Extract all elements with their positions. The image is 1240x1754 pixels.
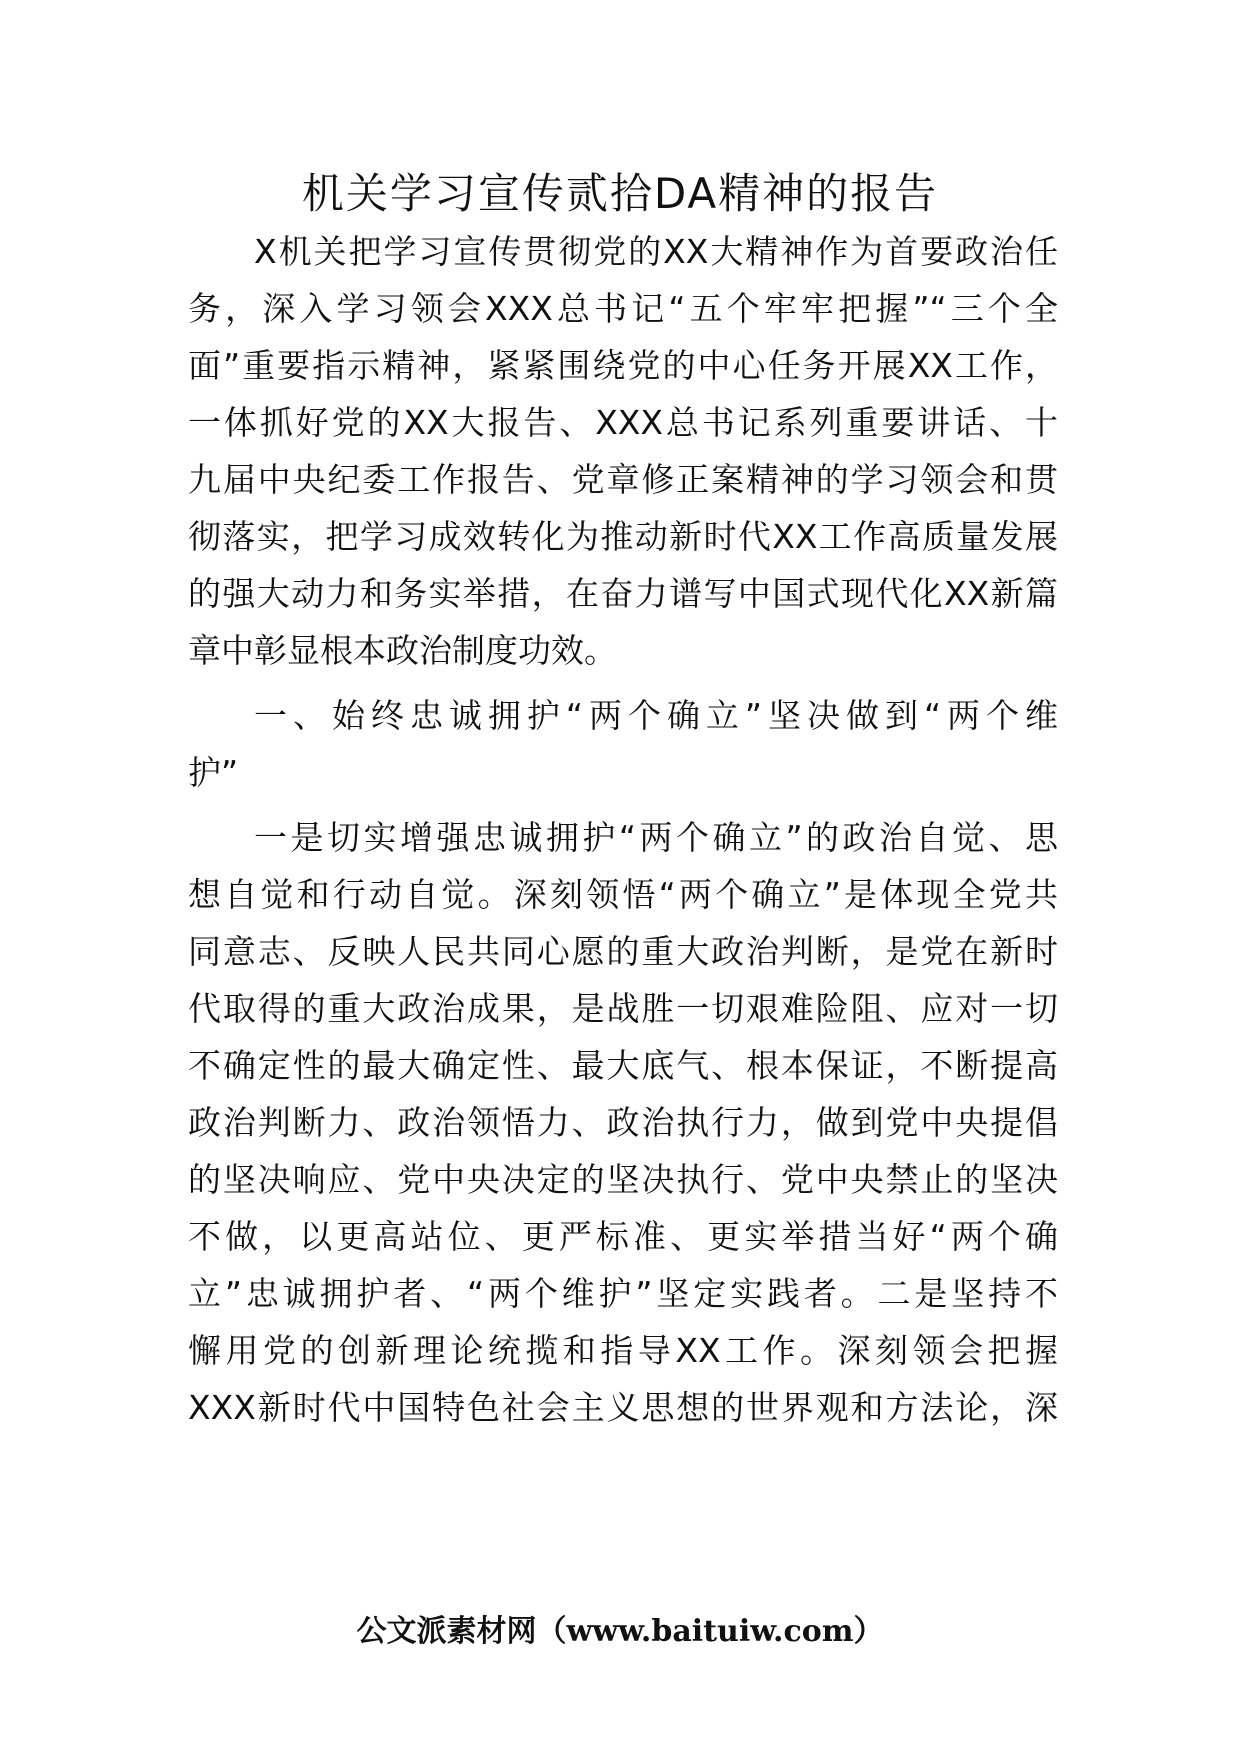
footer-watermark: 公文派素材网（www.baituiw.com） — [356, 1614, 884, 1649]
paragraph-line: XXX新时代中国特色社会主义思想的世界观和方法论，深 — [188, 1388, 1058, 1427]
paragraph-line: 的强大动力和务实举措，在奋力谱写中国式现代化XX新篇 — [188, 574, 1058, 613]
paragraph-line: 章中彰显根本政治制度功效。 — [188, 631, 617, 670]
paragraph-line: 九届中央纪委工作报告、党章修正案精神的学习领会和贯 — [188, 460, 1058, 499]
section-heading-line: 护” — [188, 753, 239, 792]
paragraph-line: 代取得的重大政治成果，是战胜一切艰难险阻、应对一切 — [188, 989, 1058, 1028]
paragraph-line: 面”重要指示精神，紧紧围绕党的中心任务开展XX工作， — [188, 346, 1058, 385]
paragraph-line: 的坚决响应、党中央决定的坚决执行、党中央禁止的坚决 — [188, 1160, 1058, 1199]
paragraph-line: 不做，以更高站位、更严标准、更实举措当好“两个确 — [188, 1217, 1058, 1256]
document-title: 机关学习宣传贰拾DA精神的报告 — [301, 169, 939, 218]
paragraph-line: 彻落实，把学习成效转化为推动新时代XX工作高质量发展 — [188, 517, 1058, 556]
paragraph-line: 务，深入学习领会XXX总书记“五个牢牢把握”“三个全 — [188, 289, 1058, 328]
paragraph-line: 政治判断力、政治领悟力、政治执行力，做到党中央提倡 — [188, 1103, 1058, 1142]
paragraph-line: 一是切实增强忠诚拥护“两个确立”的政治自觉、思 — [254, 818, 1058, 857]
paragraph-line: 同意志、反映人民共同心愿的重大政治判断，是党在新时 — [188, 932, 1058, 971]
paragraph-line: X机关把学习宣传贯彻党的XX大精神作为首要政治任 — [254, 232, 1058, 271]
paragraph-line: 想自觉和行动自觉。深刻领悟“两个确立”是体现全党共 — [188, 875, 1058, 914]
section-heading-line: 一、始终忠诚拥护“两个确立”坚决做到“两个维 — [254, 696, 1058, 735]
paragraph-line: 懈用党的创新理论统揽和指导XX工作。深刻领会把握 — [188, 1331, 1058, 1370]
paragraph-line: 一体抓好党的XX大报告、XXX总书记系列重要讲话、十 — [188, 403, 1058, 442]
paragraph-line: 不确定性的最大确定性、最大底气、根本保证，不断提高 — [188, 1046, 1058, 1085]
paragraph-line: 立”忠诚拥护者、“两个维护”坚定实践者。二是坚持不 — [188, 1274, 1058, 1313]
